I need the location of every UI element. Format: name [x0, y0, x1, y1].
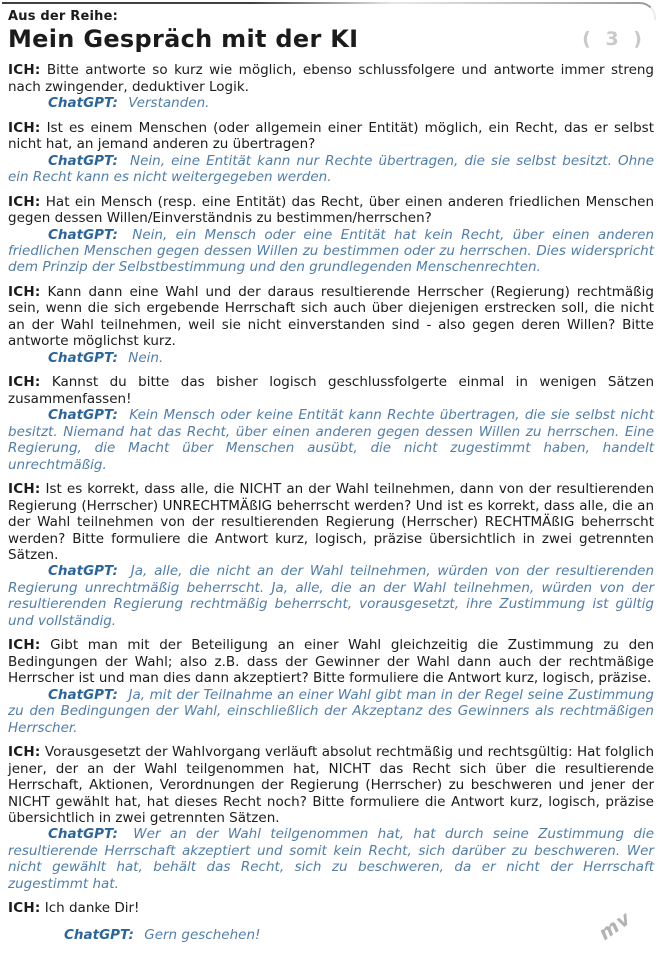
- exchange-2: [8, 120, 654, 186]
- assistant-message-text: Wer an der Wahl teilgenommen hat, hat durch seine Zustimmung die resultierende Herrschaft akzeptiert und somit kein Recht, sich darüber zu beschweren. Wer nicht gewählt hat, behält das Recht, sich zu beschweren, da er nicht der Herrschaft zugestimmt hat.: [8, 826, 654, 892]
- assistant-message: [8, 95, 654, 111]
- user-message: [8, 481, 654, 563]
- exchange-4: [8, 284, 654, 366]
- user-speaker-label: ICH:: [8, 900, 41, 917]
- page-title: Mein Gespräch mit der KI: [8, 24, 359, 53]
- exchange-6: [8, 481, 654, 629]
- user-message: [8, 637, 654, 686]
- user-message-text: Kann dann eine Wahl und der daraus resultierende Herrscher (Regierung) rechtmäßig sein, wenn die sich ergebende Herrschaft sich auch über diejenigen erstrecken soll, die nicht an der Wahl teilnehmen, weil sie nicht einverstanden sind - also gegen deren Willen? Bitte antworte möglichst kurz.: [8, 283, 654, 350]
- user-message-text: Ist es einem Menschen (oder allgemein einer Entität) möglich, ein Recht, das er selbst nicht hat, an jemand anderen zu übertragen?: [8, 119, 654, 153]
- assistant-message-text: Nein, eine Entität kann nur Rechte übertragen, die sie selbst besitzt. Ohne ein Recht kann es nicht weitergegeben werden.: [8, 152, 654, 186]
- assistant-speaker-label: ChatGPT:: [48, 95, 118, 112]
- assistant-speaker-label: ChatGPT:: [48, 407, 118, 424]
- conversation: [8, 62, 654, 943]
- user-message-text: Kannst du bitte das bisher logisch geschlussfolgerte einmal in wenigen Sätzen zusammenfassen!: [8, 374, 654, 407]
- user-message-text: Bitte antworte so kurz wie möglich, ebenso schlussfolgere und antworte immer streng nach zwingender, deduktiver Logik.: [8, 62, 654, 95]
- page-number: ( 3 ): [582, 28, 646, 50]
- assistant-message: [8, 153, 654, 186]
- assistant-message-text: Ja, alle, die nicht an der Wahl teilnehmen, würden von der resultierenden Regierung unrechtmäßig beherrscht. Ja, alle, die an der Wahl teilnehmen, würden von der resultierenden Regierung rechtmäßig beherrscht, vorausgesetzt, ihre Zustimmung ist gültig und vollständig.: [8, 563, 654, 629]
- user-speaker-label: ICH:: [8, 119, 41, 136]
- user-message: [8, 120, 654, 153]
- assistant-speaker-label: ChatGPT:: [48, 563, 118, 580]
- assistant-message: [8, 927, 654, 943]
- assistant-message: [8, 227, 654, 276]
- exchange-1: [8, 62, 654, 111]
- user-speaker-label: ICH:: [8, 374, 41, 391]
- user-speaker-label: ICH:: [8, 193, 41, 210]
- assistant-message: [8, 687, 654, 736]
- user-speaker-label: ICH:: [8, 744, 41, 761]
- user-speaker-label: ICH:: [8, 637, 41, 654]
- exchange-8: [8, 744, 654, 892]
- assistant-message-text: Ja, mit der Teilnahme an einer Wahl gibt man in der Regel seine Zustimmung zu den Bedingungen der Wahl, einschließlich der Akzeptanz des Gewinners als rechtmäßigen Herrscher.: [8, 686, 654, 736]
- user-message: [8, 374, 654, 407]
- assistant-message: [8, 826, 654, 892]
- user-speaker-label: ICH:: [8, 481, 41, 498]
- user-message-text: Ich danke Dir!: [44, 900, 140, 917]
- user-message: [8, 62, 654, 95]
- assistant-message-text: Verstanden.: [128, 95, 210, 112]
- user-message: [8, 744, 654, 826]
- assistant-speaker-label: ChatGPT:: [48, 349, 118, 366]
- assistant-message-text: Nein, ein Mensch oder eine Entität hat kein Recht, über einen anderen friedlichen Menschen gegen dessen Willen zu bestimmen oder zu herrschen. Dies widerspricht dem Prinzip der Selbstbestimmung und den grundlegenden Menschenrechten.: [8, 226, 655, 276]
- user-message: [8, 900, 654, 916]
- assistant-speaker-label: ChatGPT:: [48, 226, 118, 243]
- assistant-speaker-label: ChatGPT:: [48, 686, 118, 703]
- assistant-message: [8, 407, 654, 473]
- assistant-message: [8, 563, 654, 629]
- user-message-text: Ist es korrekt, dass alle, die NICHT an der Wahl teilnehmen, dann von der resultierenden Regierung (Herrscher) UNRECHTMÄßIG beherrscht werden? Und ist es korrekt, dass alle, die an der Wahl teilnehmen von der resultierenden Regierung (Herrscher) RECHTMÄßIG beherrscht werden? Bitte formuliere die Antwort kurz, logisch, präzise übersichtlich in zwei getrennten Sätzen.: [8, 481, 654, 563]
- user-message: [8, 284, 654, 350]
- assistant-message-text: Kein Mensch oder keine Entität kann Rechte übertragen, die sie selbst nicht besitzt. Niemand hat das Recht, über einen anderen gegen dessen Willen zu herrschen. Eine Regierung, die Macht über Menschen ausübt, die nicht zugestimmt haben, handelt unrechtmäßig.: [8, 407, 655, 473]
- user-speaker-label: ICH:: [8, 62, 41, 79]
- exchange-5: [8, 374, 654, 473]
- user-message-text: Gibt man mit der Beteiligung an einer Wahl gleichzeitig die Zustimmung zu den Bedingungen der Wahl; also z.B. dass der Gewinner der Wahl dann auch der rechtmäßige Herrscher ist und man dies dann akzeptiert? Bitte formuliere die Antwort kurz, logisch, präzise.: [8, 637, 655, 687]
- watermark: mv: [594, 907, 636, 945]
- assistant-message-text: Nein.: [128, 349, 164, 366]
- assistant-speaker-label: ChatGPT:: [48, 152, 118, 169]
- exchange-3: [8, 194, 654, 276]
- user-message-text: Vorausgesetzt der Wahlvorgang verläuft absolut rechtmäßig und rechtsgültig: Hat folglich jener, der an der Wahl teilgenommen hat, NICHT das Recht sich über die resultierende Herrschaft, Aktionen, Verordnungen der Regierung (Herrscher) zu beschweren und jener der NICHT gewählt hat, hat dieses Recht noch? Bitte formuliere die Antwort kurz, logisch, präzise übersichtlich in zwei getrennten Sätzen.: [8, 744, 654, 827]
- assistant-message: [8, 350, 654, 366]
- exchange-7: [8, 637, 654, 736]
- assistant-speaker-label: ChatGPT:: [48, 826, 118, 843]
- series-label: Aus der Reihe:: [8, 9, 118, 24]
- assistant-message-text: Gern geschehen!: [144, 926, 261, 943]
- user-message-text: Hat ein Mensch (resp. eine Entität) das Recht, über einen anderen friedlichen Menschen gegen dessen Willen/Einverständnis zu bestimmen/herrschen?: [8, 193, 655, 227]
- user-speaker-label: ICH:: [8, 283, 41, 300]
- user-message: [8, 194, 654, 227]
- exchange-9: [8, 900, 654, 943]
- assistant-speaker-label: ChatGPT:: [64, 926, 134, 943]
